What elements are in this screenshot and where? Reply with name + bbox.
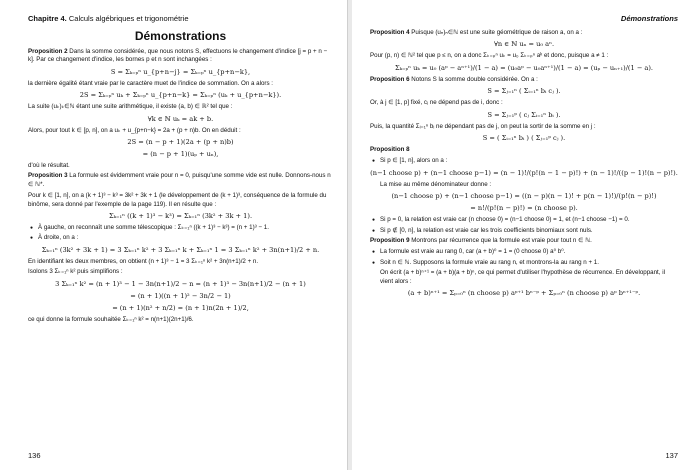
- proposition-3: [28, 172, 333, 189]
- prop-text: La formule est évidemment vraie pour n = 0, puisqu'une somme vide est nulle. Donnons-nous n ∈ ℕ*.: [28, 172, 331, 188]
- formula: (n−1 choose p) + (n−1 choose p−1) = (n − 1)!/(p!(n − 1 − p)!) + (n − 1)!/((p − 1)!(n − p)!).: [370, 168, 678, 177]
- formula: (a + b)ⁿ⁺¹ = Σₚ₌₀ⁿ (n choose p) aᵖ⁺¹ bⁿ⁻ᵖ + Σₚ₌₀ⁿ (n choose p) aᵖ bⁿ⁺¹⁻ᵖ.: [407, 289, 641, 298]
- bullet-item: ● Si p = 0, la relation est vraie car (n choose 0) = (n−1 choose 0) = 1, et (n−1 choose −1) = 0.: [370, 216, 678, 224]
- bullet-item: ● Soit n ∈ ℕ. Supposons la formule vraie au rang n, et montrons-la au rang n + 1.: [370, 259, 678, 267]
- prop-text: Puisque (uₙ)ₙ∈ℕ est une suite géométrique de raison a, on a :: [411, 29, 583, 36]
- prop-label: Proposition 8: [370, 146, 410, 154]
- prop-label: Proposition 4: [370, 29, 410, 36]
- left-page: [0, 0, 348, 470]
- formula: S = Σⱼ₌₁ⁿ ( Σᵢ₌₁ⁿ bᵢ cⱼ ).: [487, 87, 561, 96]
- formula: S = Σₖ₌ₚⁿ u_{p+n−j} = Σₖ₌ₚⁿ u_{p+n−k},: [110, 67, 251, 76]
- formula: = n!/(p!(n − p)!) = (n choose p).: [470, 204, 578, 213]
- paragraph: ce qui donne la formule souhaitée Σₖ₌₁ⁿ k² = n(n+1)(2n+1)/6.: [28, 315, 194, 323]
- paragraph: On écrit (a + b)ⁿ⁺¹ = (a + b)(a + b)ⁿ, ce qui permet d'utiliser l'hypothèse de récurrence. En développant, il vient alors :: [380, 269, 665, 285]
- formula: ∀k ∈ ℕ uₖ = ak + b.: [147, 114, 214, 123]
- proposition-9: [370, 237, 678, 245]
- formula: Σₖ₌₁ⁿ (3k² + 3k + 1) = 3 Σₖ₌₁ⁿ k² + 3 Σₖ₌₁ⁿ k + Σₖ₌₁ⁿ 1 = 3 Σₖ₌₁ⁿ k² + 3n(n+1)/2 + n.: [41, 245, 320, 254]
- page-number: 137: [665, 451, 678, 460]
- prop-label: Proposition 3: [28, 172, 68, 180]
- prop-label: Proposition 6: [370, 75, 410, 83]
- formula: Σₖ₌ₚⁿ uₖ = u₀ (aᵖ − aⁿ⁺¹)/(1 − a) = (u₀aᵖ − u₀aⁿ⁺¹)/(1 − a) = (uₚ − uₙ₊₁)/(1 − a).: [394, 63, 654, 72]
- proposition-8: [370, 146, 678, 154]
- paragraph: Isolons 3 Σₖ₌₁ⁿ k² puis simplifions :: [28, 268, 123, 276]
- formula: = (n + 1)(n² + n/2) = (n + 1)n(2n + 1)/2,: [112, 303, 249, 312]
- proposition-4: [370, 29, 678, 37]
- right-page: [352, 0, 700, 470]
- paragraph: Pour k ∈ [1, n], on a (k + 1)³ − k³ = 3k² + 3k + 1 (le développement de (k + 1)³, conséquence de la formule du binôme, sera donné par l'exemple de la page 119). Il en résulte que :: [28, 192, 327, 208]
- prop-text: Montrons par récurrence que la formule est vraie pour tout n ∈ ℕ.: [411, 237, 592, 245]
- section-header: Démonstrations: [620, 14, 678, 23]
- bullet-item: ● La formule est vraie au rang 0, car (a + b)⁰ = 1 = (0 choose 0) a⁰ b⁰.: [370, 248, 678, 256]
- formula: = (n + 1)((n + 1)² − 3n/2 − 1): [130, 291, 231, 300]
- formula: Σₖ₌₁ⁿ ((k + 1)³ − k³) = Σₖ₌₁ⁿ (3k² + 3k + 1).: [108, 212, 253, 221]
- prop-label: Proposition 2: [28, 48, 68, 55]
- paragraph: d'où le résultat.: [28, 162, 70, 170]
- formula: S = Σⱼ₌₁ᵖ ( cⱼ Σᵢ₌₁ⁿ bᵢ ).: [487, 110, 561, 119]
- chapter-title: Calculs algébriques et trigonométrie: [68, 14, 189, 23]
- prop-label: Proposition 9: [370, 237, 410, 245]
- formula: ∀n ∈ ℕ uₙ = u₀ aⁿ.: [493, 40, 555, 49]
- formula: = (n − p + 1)(uₚ + uₙ),: [142, 150, 219, 159]
- running-header-right: [370, 14, 678, 23]
- paragraph: Puis, la quantité Σᵢ₌₁ⁿ bᵢ ne dépendant pas de j, on peut la sortir de la somme en j :: [370, 122, 596, 130]
- paragraph: Pour (p, n) ∈ ℕ² tel que p ≤ n, on a donc Σₖ₌ₚⁿ uₖ = u₀ Σₖ₌ₚⁿ aᵏ et donc, puisque a ≠ 1 :: [370, 52, 609, 60]
- formula: 2S = Σₖ₌ₚⁿ uₖ + Σₖ₌ₚⁿ u_{p+n−k} = Σₖ₌ₚⁿ (uₖ + u_{p+n−k}).: [79, 91, 282, 100]
- chapter-number: Chapitre 4.: [28, 14, 67, 23]
- formula: S = ( Σᵢ₌₁ⁿ bᵢ ) ( Σⱼ₌₁ᵖ cⱼ ).: [482, 134, 566, 143]
- running-header-left: [28, 14, 333, 23]
- prop-text: Dans la somme considérée, que nous notons S, effectuons le changement d'indice [j = p + n − k]. Par ce changement d'indice, les bornes p et n sont inchangées :: [28, 48, 328, 64]
- formula: (n−1 choose p) + (n−1 choose p−1) = ((n − p)(n − 1)! + p(n − 1)!)/(p!(n − p)!): [391, 192, 657, 201]
- section-title: Démonstrations: [134, 29, 227, 43]
- bullet-item: ● À droite, on a :: [28, 234, 333, 242]
- paragraph: la dernière égalité étant vraie par le caractère muet de l'indice de sommation. On a alors :: [28, 79, 274, 87]
- paragraph: La suite (uₖ)ₖ∈ℕ étant une suite arithmétique, il existe (a, b) ∈ ℝ² tel que :: [28, 103, 233, 111]
- paragraph: Or, à j ∈ [1, p] fixé, cⱼ ne dépend pas de i, donc :: [370, 99, 503, 107]
- bullet-item: ● Si p ∉ [0, n], la relation est vraie car les trois coefficients binomiaux sont nuls.: [370, 227, 678, 235]
- bullet-item: ● Si p ∈ [1, n], alors on a :: [370, 157, 678, 165]
- page-number: 136: [28, 451, 41, 460]
- paragraph: Alors, pour tout k ∈ [p, n], on a uₖ + u_{p+n−k} = 2a + (p + n)b. On en déduit :: [28, 126, 241, 134]
- formula: 2S = (n − p + 1)(2a + (p + n)b): [127, 138, 234, 147]
- paragraph: La mise au même dénominateur donne :: [380, 180, 492, 188]
- proposition-6: [370, 76, 678, 84]
- formula: 3 Σₖ₌₁ⁿ k² = (n + 1)³ − 1 − 3n(n+1)/2 − n = (n + 1)³ − 3n(n+1)/2 − (n + 1): [55, 279, 306, 288]
- proposition-2: [28, 48, 333, 65]
- paragraph: En identifiant les deux membres, on obtient (n + 1)³ − 1 = 3 Σₖ₌₁ⁿ k² + 3n(n+1)/2 + n.: [28, 257, 259, 265]
- bullet-item: ● À gauche, on reconnaît une somme télescopique : Σₖ₌₁ⁿ ((k + 1)³ − k³) = (n + 1)³ − 1.: [28, 224, 333, 232]
- prop-text: Notons S la somme double considérée. On a :: [411, 75, 538, 83]
